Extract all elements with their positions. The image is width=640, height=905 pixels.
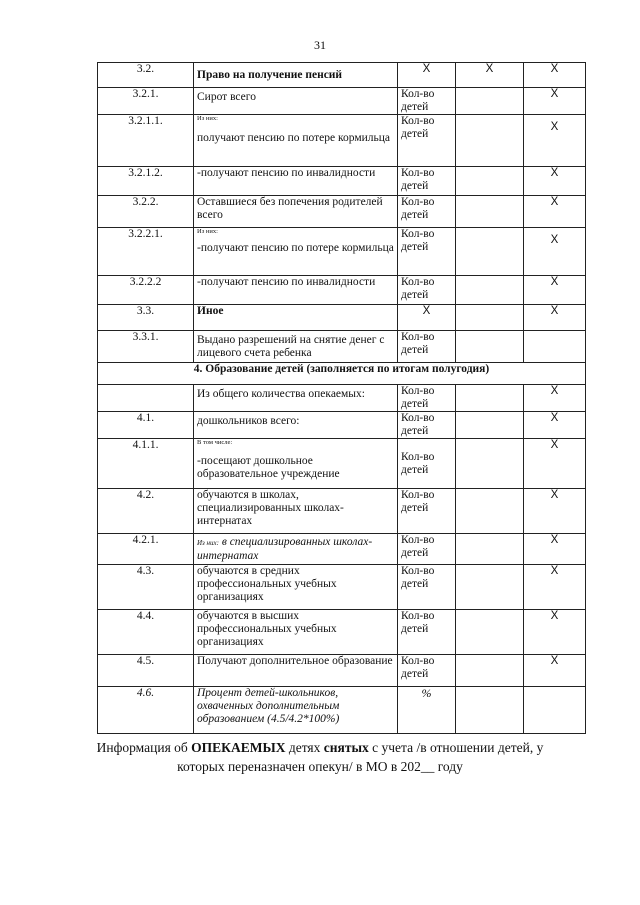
unit-label: Кол-во детей (398, 196, 456, 228)
x-mark: Х (524, 655, 586, 687)
value-cell (456, 412, 524, 439)
row-label: обучаются в высших профессиональных учебных организациях (194, 610, 398, 655)
row-number: 4.4. (98, 610, 194, 655)
row-number: 3.2.1.2. (98, 167, 194, 196)
row-label-cell (194, 228, 398, 276)
table-row (98, 610, 586, 655)
unit-label: Кол-во детей (398, 385, 456, 412)
x-mark: Х (524, 88, 586, 115)
x-mark: Х (524, 412, 586, 439)
row-label: Получают дополнительное образование (194, 655, 398, 687)
x-mark: Х (398, 305, 456, 331)
value-cell (456, 88, 524, 115)
row-prefix: Из них: (197, 228, 218, 235)
x-mark: Х (524, 276, 586, 305)
unit-label: Кол-во детей (398, 412, 456, 439)
value-cell (456, 385, 524, 412)
table-row (98, 363, 586, 385)
unit-label: Кол-во детей (398, 610, 456, 655)
value-cell (456, 305, 524, 331)
value-cell (456, 610, 524, 655)
row-label: получают пенсию по потере кормильца (197, 132, 391, 144)
value-cell (456, 439, 524, 489)
value-cell (456, 196, 524, 228)
footer-bold-word: снятых (323, 740, 369, 755)
table-row (98, 276, 586, 305)
row-number: 3.3. (98, 305, 194, 331)
row-number: 4.2. (98, 489, 194, 534)
row-number: 4.6. (98, 687, 194, 734)
row-prefix: Из них: (197, 115, 218, 122)
table-row (98, 439, 586, 489)
row-label: Процент детей-школьников, охваченных дополнительным образованием (4.5/4.2*100%) (194, 687, 398, 734)
value-cell (456, 115, 524, 167)
row-number: 4.2.1. (98, 534, 194, 565)
table-row (98, 687, 586, 734)
row-label: -получают пенсию по инвалидности (194, 276, 398, 305)
unit-label: Кол-во детей (398, 167, 456, 196)
section-heading: 4. Образование детей (заполняется по итогам полугодия) (98, 363, 586, 385)
row-number: 4.1. (98, 412, 194, 439)
x-mark: Х (524, 439, 586, 489)
unit-label: Кол-во детей (398, 331, 456, 363)
row-number: 3.2.2.1. (98, 228, 194, 276)
x-mark: Х (524, 610, 586, 655)
row-label: Из общего количества опекаемых: (194, 385, 398, 412)
row-label-cell (194, 115, 398, 167)
value-cell (456, 687, 524, 734)
value-cell (456, 276, 524, 305)
table-row (98, 196, 586, 228)
x-mark: Х (456, 63, 524, 88)
row-label: Сирот всего (194, 88, 398, 115)
value-cell (456, 167, 524, 196)
page-number: 31 (314, 38, 326, 52)
table-row (98, 305, 586, 331)
value-cell (456, 489, 524, 534)
row-number: 3.2.2. (98, 196, 194, 228)
value-cell (524, 331, 586, 363)
row-number: 3.2.2.2 (98, 276, 194, 305)
x-mark: Х (524, 196, 586, 228)
x-mark: Х (524, 115, 586, 167)
table-row (98, 489, 586, 534)
unit-label: Кол-во детей (398, 88, 456, 115)
footer-text: детях (285, 740, 324, 755)
value-cell (456, 655, 524, 687)
unit-label: % (398, 687, 456, 734)
x-mark: Х (524, 63, 586, 88)
row-label: обучаются в школах, специализированных школах-интернатах (194, 489, 398, 534)
unit-label: Кол-во детей (398, 439, 456, 489)
x-mark: Х (524, 534, 586, 565)
table-row (98, 63, 586, 88)
table-row (98, 412, 586, 439)
table-row (98, 565, 586, 610)
value-cell (456, 228, 524, 276)
footer-text: с учета /в отношении детей, у (368, 740, 544, 755)
table-row (98, 228, 586, 276)
x-mark: Х (524, 489, 586, 534)
footer-bold-word: ОПЕКАЕМЫХ (191, 740, 286, 755)
row-number: 4.5. (98, 655, 194, 687)
row-prefix: В том числе: (197, 439, 233, 446)
row-label: -получают пенсию по потере кормильца (197, 242, 394, 254)
row-label: Выдано разрешений на снятие денег с лицевого счета ребенка (194, 331, 398, 363)
row-label-cell (194, 534, 398, 565)
footer-text: Информация об (96, 740, 192, 755)
table-row (98, 167, 586, 196)
row-number: 3.3.1. (98, 331, 194, 363)
unit-label: Кол-во детей (398, 655, 456, 687)
table-row (98, 88, 586, 115)
value-cell (524, 687, 586, 734)
unit-label: Кол-во детей (398, 228, 456, 276)
row-label: -получают пенсию по инвалидности (194, 167, 398, 196)
x-mark: Х (524, 167, 586, 196)
row-number: 4.3. (98, 565, 194, 610)
row-number: 3.2.1. (98, 88, 194, 115)
table-row (98, 655, 586, 687)
table-row (98, 115, 586, 167)
table-row (98, 331, 586, 363)
row-label: дошкольников всего: (194, 412, 398, 439)
row-number: 3.2.1.1. (98, 115, 194, 167)
unit-label: Кол-во детей (398, 534, 456, 565)
row-label: в специализированных школах-интернатах (197, 536, 373, 562)
table-row (98, 385, 586, 412)
row-number: 4.1.1. (98, 439, 194, 489)
row-label: -посещают дошкольное образовательное учреждение (197, 455, 340, 480)
value-cell (456, 331, 524, 363)
row-number: 3.2. (98, 63, 194, 88)
unit-label: Кол-во детей (398, 489, 456, 534)
unit-label: Кол-во детей (398, 565, 456, 610)
value-cell (456, 534, 524, 565)
row-prefix: Из них: (197, 539, 219, 547)
x-mark: Х (524, 385, 586, 412)
row-label: Оставшиеся без попечения родителей всего (194, 196, 398, 228)
report-table (97, 62, 586, 734)
row-label: Право на получение пенсий (194, 63, 398, 88)
row-label-cell (194, 439, 398, 489)
table-row (98, 534, 586, 565)
unit-label: Кол-во детей (398, 276, 456, 305)
footer-text: которых переназначен опекун/ в МО в 202__ году (177, 759, 463, 774)
unit-label: Кол-во детей (398, 115, 456, 167)
row-label: обучаются в средних профессиональных учебных организациях (194, 565, 398, 610)
x-mark: Х (524, 228, 586, 276)
x-mark: Х (398, 63, 456, 88)
row-label: Иное (194, 305, 398, 331)
x-mark: Х (524, 565, 586, 610)
x-mark: Х (524, 305, 586, 331)
value-cell (456, 565, 524, 610)
row-number (98, 385, 194, 412)
footer-caption (0, 738, 640, 776)
